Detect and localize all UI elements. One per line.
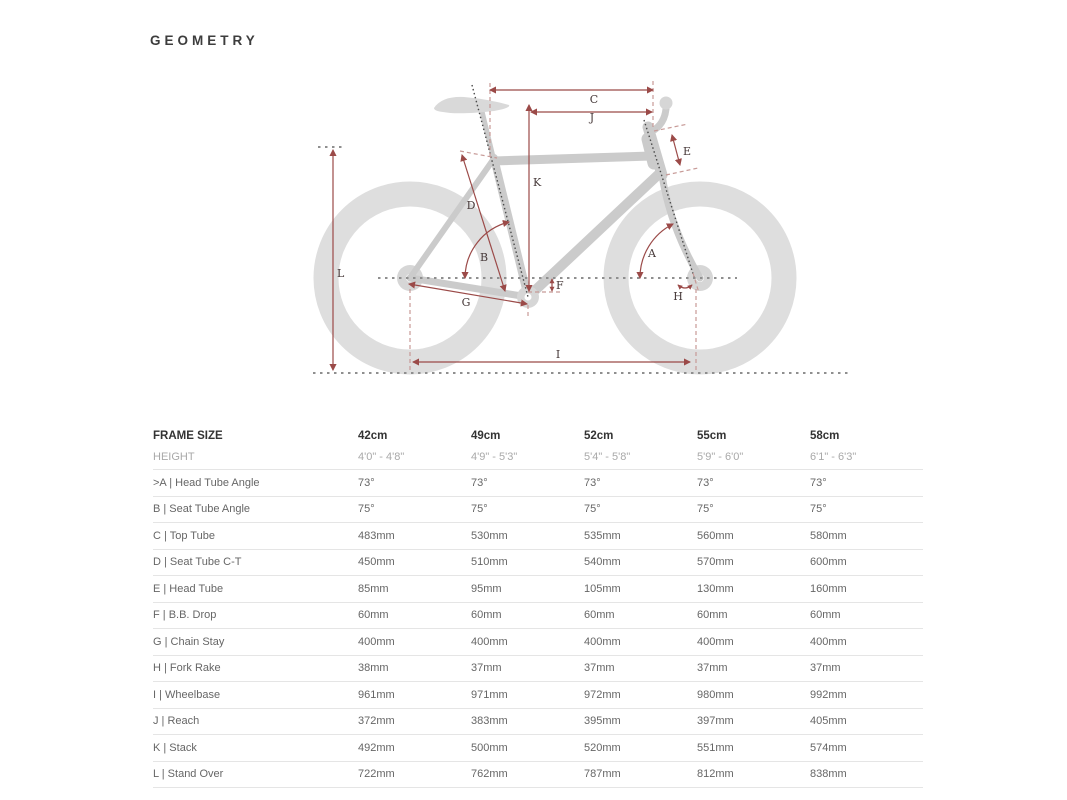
page-title: GEOMETRY [150,33,259,48]
dim-label-e: E [682,145,692,158]
cell: 60mm [471,602,584,629]
cell: 535mm [584,523,697,550]
header-size-55: 55cm [697,429,727,442]
dim-label-k: K [533,176,542,189]
header-size-52: 52cm [584,429,614,442]
dim-label-g: G [461,296,471,309]
dim-label-d: D [466,199,476,212]
row-label: D | Seat Tube C-T [153,549,358,576]
cell: 60mm [584,602,697,629]
cell: 160mm [810,576,923,603]
row-label: C | Top Tube [153,523,358,550]
cell: 73° [697,470,810,497]
cell: 483mm [358,523,471,550]
cell: 492mm [358,735,471,762]
table-row-seat-tube-angle [153,496,923,523]
row-label: H | Fork Rake [153,655,358,682]
dim-label-b: B [479,251,489,264]
cell: 510mm [471,549,584,576]
cell: 520mm [584,735,697,762]
cell: 4'9" - 5'3" [471,445,584,470]
dim-label-l: L [337,267,345,280]
table-row-stack [153,735,923,762]
geometry-spec-table [153,426,923,788]
cell: 500mm [471,735,584,762]
cell: 450mm [358,549,471,576]
cell: 75° [697,496,810,523]
saddle [434,97,509,113]
cell: 961mm [358,682,471,709]
table-row-head-tube-angle [153,470,923,497]
row-label: I | Wheelbase [153,682,358,709]
table-row-reach [153,708,923,735]
cell: 75° [471,496,584,523]
cell: 972mm [584,682,697,709]
cell: 372mm [358,708,471,735]
cell: 600mm [810,549,923,576]
cell: 570mm [697,549,810,576]
cell: 540mm [584,549,697,576]
header-size-42: 42cm [358,429,388,442]
cell: 992mm [810,682,923,709]
cell: 530mm [471,523,584,550]
cell: 75° [810,496,923,523]
table-row-stand-over [153,761,923,788]
cell: 560mm [697,523,810,550]
cell: 38mm [358,655,471,682]
row-label: G | Chain Stay [153,629,358,656]
cell: 73° [471,470,584,497]
table-row-chain-stay [153,629,923,656]
cell: 551mm [697,735,810,762]
table-row-bb-drop [153,602,923,629]
cell: 73° [584,470,697,497]
cell: 400mm [584,629,697,656]
cell: 383mm [471,708,584,735]
dim-label-c: C [589,93,599,106]
cell: 400mm [810,629,923,656]
cell: 400mm [358,629,471,656]
cell: 4'0" - 4'8" [358,445,471,470]
cell: 971mm [471,682,584,709]
cell: 5'4" - 5'8" [584,445,697,470]
row-label: K | Stack [153,735,358,762]
cell: 980mm [697,682,810,709]
dim-label-f: F [556,279,564,292]
dim-label-i: I [555,348,561,361]
row-label: J | Reach [153,708,358,735]
cell: 75° [358,496,471,523]
dim-label-a: A [648,247,656,260]
cell: 405mm [810,708,923,735]
row-label: L | Stand Over [153,761,358,788]
handlebar-end [660,97,673,110]
cell: 787mm [584,761,697,788]
cell: 105mm [584,576,697,603]
row-label: >A | Head Tube Angle [153,470,358,497]
header-size-58: 58cm [810,429,840,442]
cell: 130mm [697,576,810,603]
cell: 95mm [471,576,584,603]
cell: 85mm [358,576,471,603]
cell: 812mm [697,761,810,788]
row-label: B | Seat Tube Angle [153,496,358,523]
cell: 400mm [471,629,584,656]
cell: 75° [584,496,697,523]
bike-geometry-diagram [300,75,860,395]
cell: 838mm [810,761,923,788]
cell: 60mm [358,602,471,629]
cell: 400mm [697,629,810,656]
table-row-top-tube [153,523,923,550]
cell: 397mm [697,708,810,735]
cell: 574mm [810,735,923,762]
cell: 37mm [697,655,810,682]
row-label: F | B.B. Drop [153,602,358,629]
cell: 37mm [471,655,584,682]
table-row-wheelbase [153,682,923,709]
table-row-seat-tube-ct [153,549,923,576]
cell: 37mm [810,655,923,682]
cell: 762mm [471,761,584,788]
cell: 73° [810,470,923,497]
cell: 722mm [358,761,471,788]
cell: 73° [358,470,471,497]
row-label: E | Head Tube [153,576,358,603]
cell: 37mm [584,655,697,682]
cell: 60mm [810,602,923,629]
table-header-row [153,426,923,445]
row-label: HEIGHT [153,445,358,470]
dim-head-tube [672,135,680,165]
dim-label-h: H [673,290,683,303]
cell: 395mm [584,708,697,735]
cell: 580mm [810,523,923,550]
table-row-height [153,445,923,470]
header-frame-size: FRAME SIZE [153,429,223,442]
cell: 5'9" - 6'0" [697,445,810,470]
header-size-49: 49cm [471,429,501,442]
dim-label-j: J [589,111,595,124]
cell: 6'1" - 6'3" [810,445,923,470]
cell: 60mm [697,602,810,629]
table-row-head-tube [153,576,923,603]
bike-silhouette [326,97,784,363]
table-row-fork-rake [153,655,923,682]
